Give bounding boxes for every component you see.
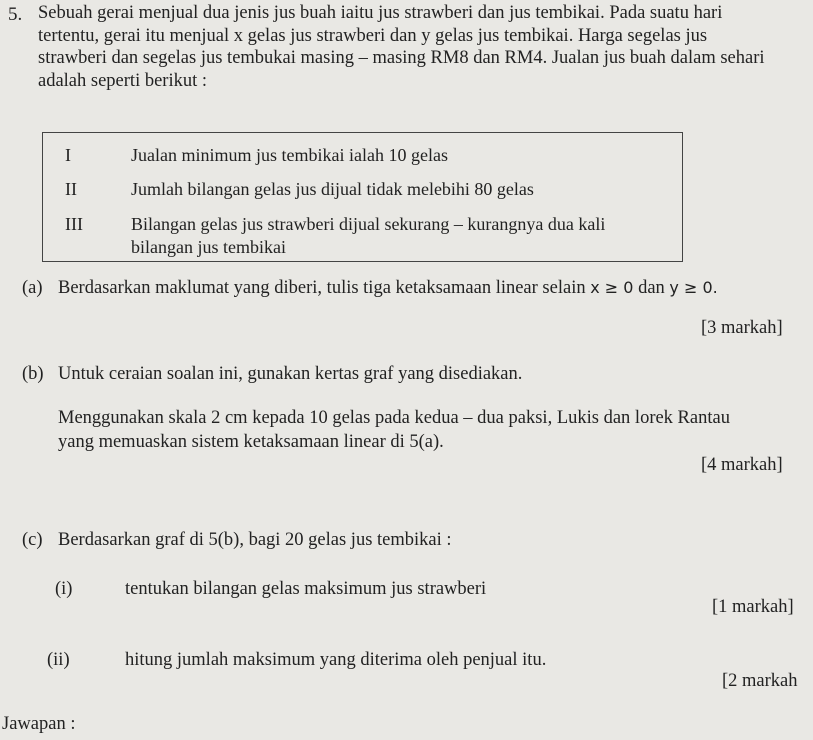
info-item-text: Bilangan gelas jus strawberi dijual sekurang – kurangnya dua kali [131, 214, 606, 234]
intro-line: tertentu, gerai itu menjual x gelas jus strawberi dan y gelas jus tembikai. Harga segelas jus [38, 25, 708, 46]
part-b-line1: Untuk ceraian soalan ini, gunakan kertas graf yang disediakan. [58, 364, 523, 384]
part-c-ii-marks: [2 markah [722, 671, 798, 691]
question-number: 5. [8, 4, 23, 25]
info-item-text: Jualan minimum jus tembikai ialah 10 gelas [131, 145, 448, 165]
intro-line: Sebuah gerai menjual dua jenis jus buah iaitu jus strawberi dan jus tembikai. Pada suatu hari [38, 3, 723, 23]
part-b-line2: Menggunakan skala 2 cm kepada 10 gelas pada kedua – dua paksi, Lukis dan lorek Rantau [58, 408, 730, 428]
intro-line: adalah seperti berikut : [38, 70, 208, 91]
part-b-label: (b) [22, 364, 44, 384]
answer-label: Jawapan : [2, 714, 76, 734]
info-item-number: I [65, 145, 71, 165]
info-item-number: II [65, 179, 77, 199]
part-a-math-x: x ≥ 0 [590, 278, 634, 297]
part-a-conj: dan [638, 278, 665, 298]
part-b-line3: yang memuaskan sistem ketaksamaan linear di 5(a). [58, 432, 444, 452]
info-box [42, 132, 683, 262]
part-c-ii-text: hitung jumlah maksimum yang diterima oleh penjual itu. [125, 650, 547, 670]
info-item-text: bilangan jus tembikai [131, 237, 286, 257]
part-b-marks: [4 markah] [701, 455, 783, 475]
part-c-ii-label: (ii) [47, 650, 70, 670]
part-a-math-y: y ≥ 0. [669, 278, 718, 297]
part-c-i-marks: [1 markah] [712, 597, 794, 617]
part-a-label: (a) [22, 278, 43, 298]
part-c-text: Berdasarkan graf di 5(b), bagi 20 gelas jus tembikai : [58, 530, 452, 550]
part-c-i-label: (i) [55, 579, 73, 599]
question-intro [38, 2, 798, 92]
part-c-label: (c) [22, 530, 43, 550]
part-a-text [58, 278, 718, 299]
intro-line: strawberi dan segelas jus tembukai masing – masing RM8 dan RM4. Jualan jus buah dalam sehari [38, 48, 765, 68]
part-a-text-before: Berdasarkan maklumat yang diberi, tulis tiga ketaksamaan linear selain [58, 278, 586, 298]
part-c-i-text: tentukan bilangan gelas maksimum jus strawberi [125, 579, 487, 599]
part-a-marks: [3 markah] [701, 318, 783, 338]
info-item-number: III [65, 214, 83, 234]
info-item-text: Jumlah bilangan gelas jus dijual tidak melebihi 80 gelas [131, 179, 534, 199]
